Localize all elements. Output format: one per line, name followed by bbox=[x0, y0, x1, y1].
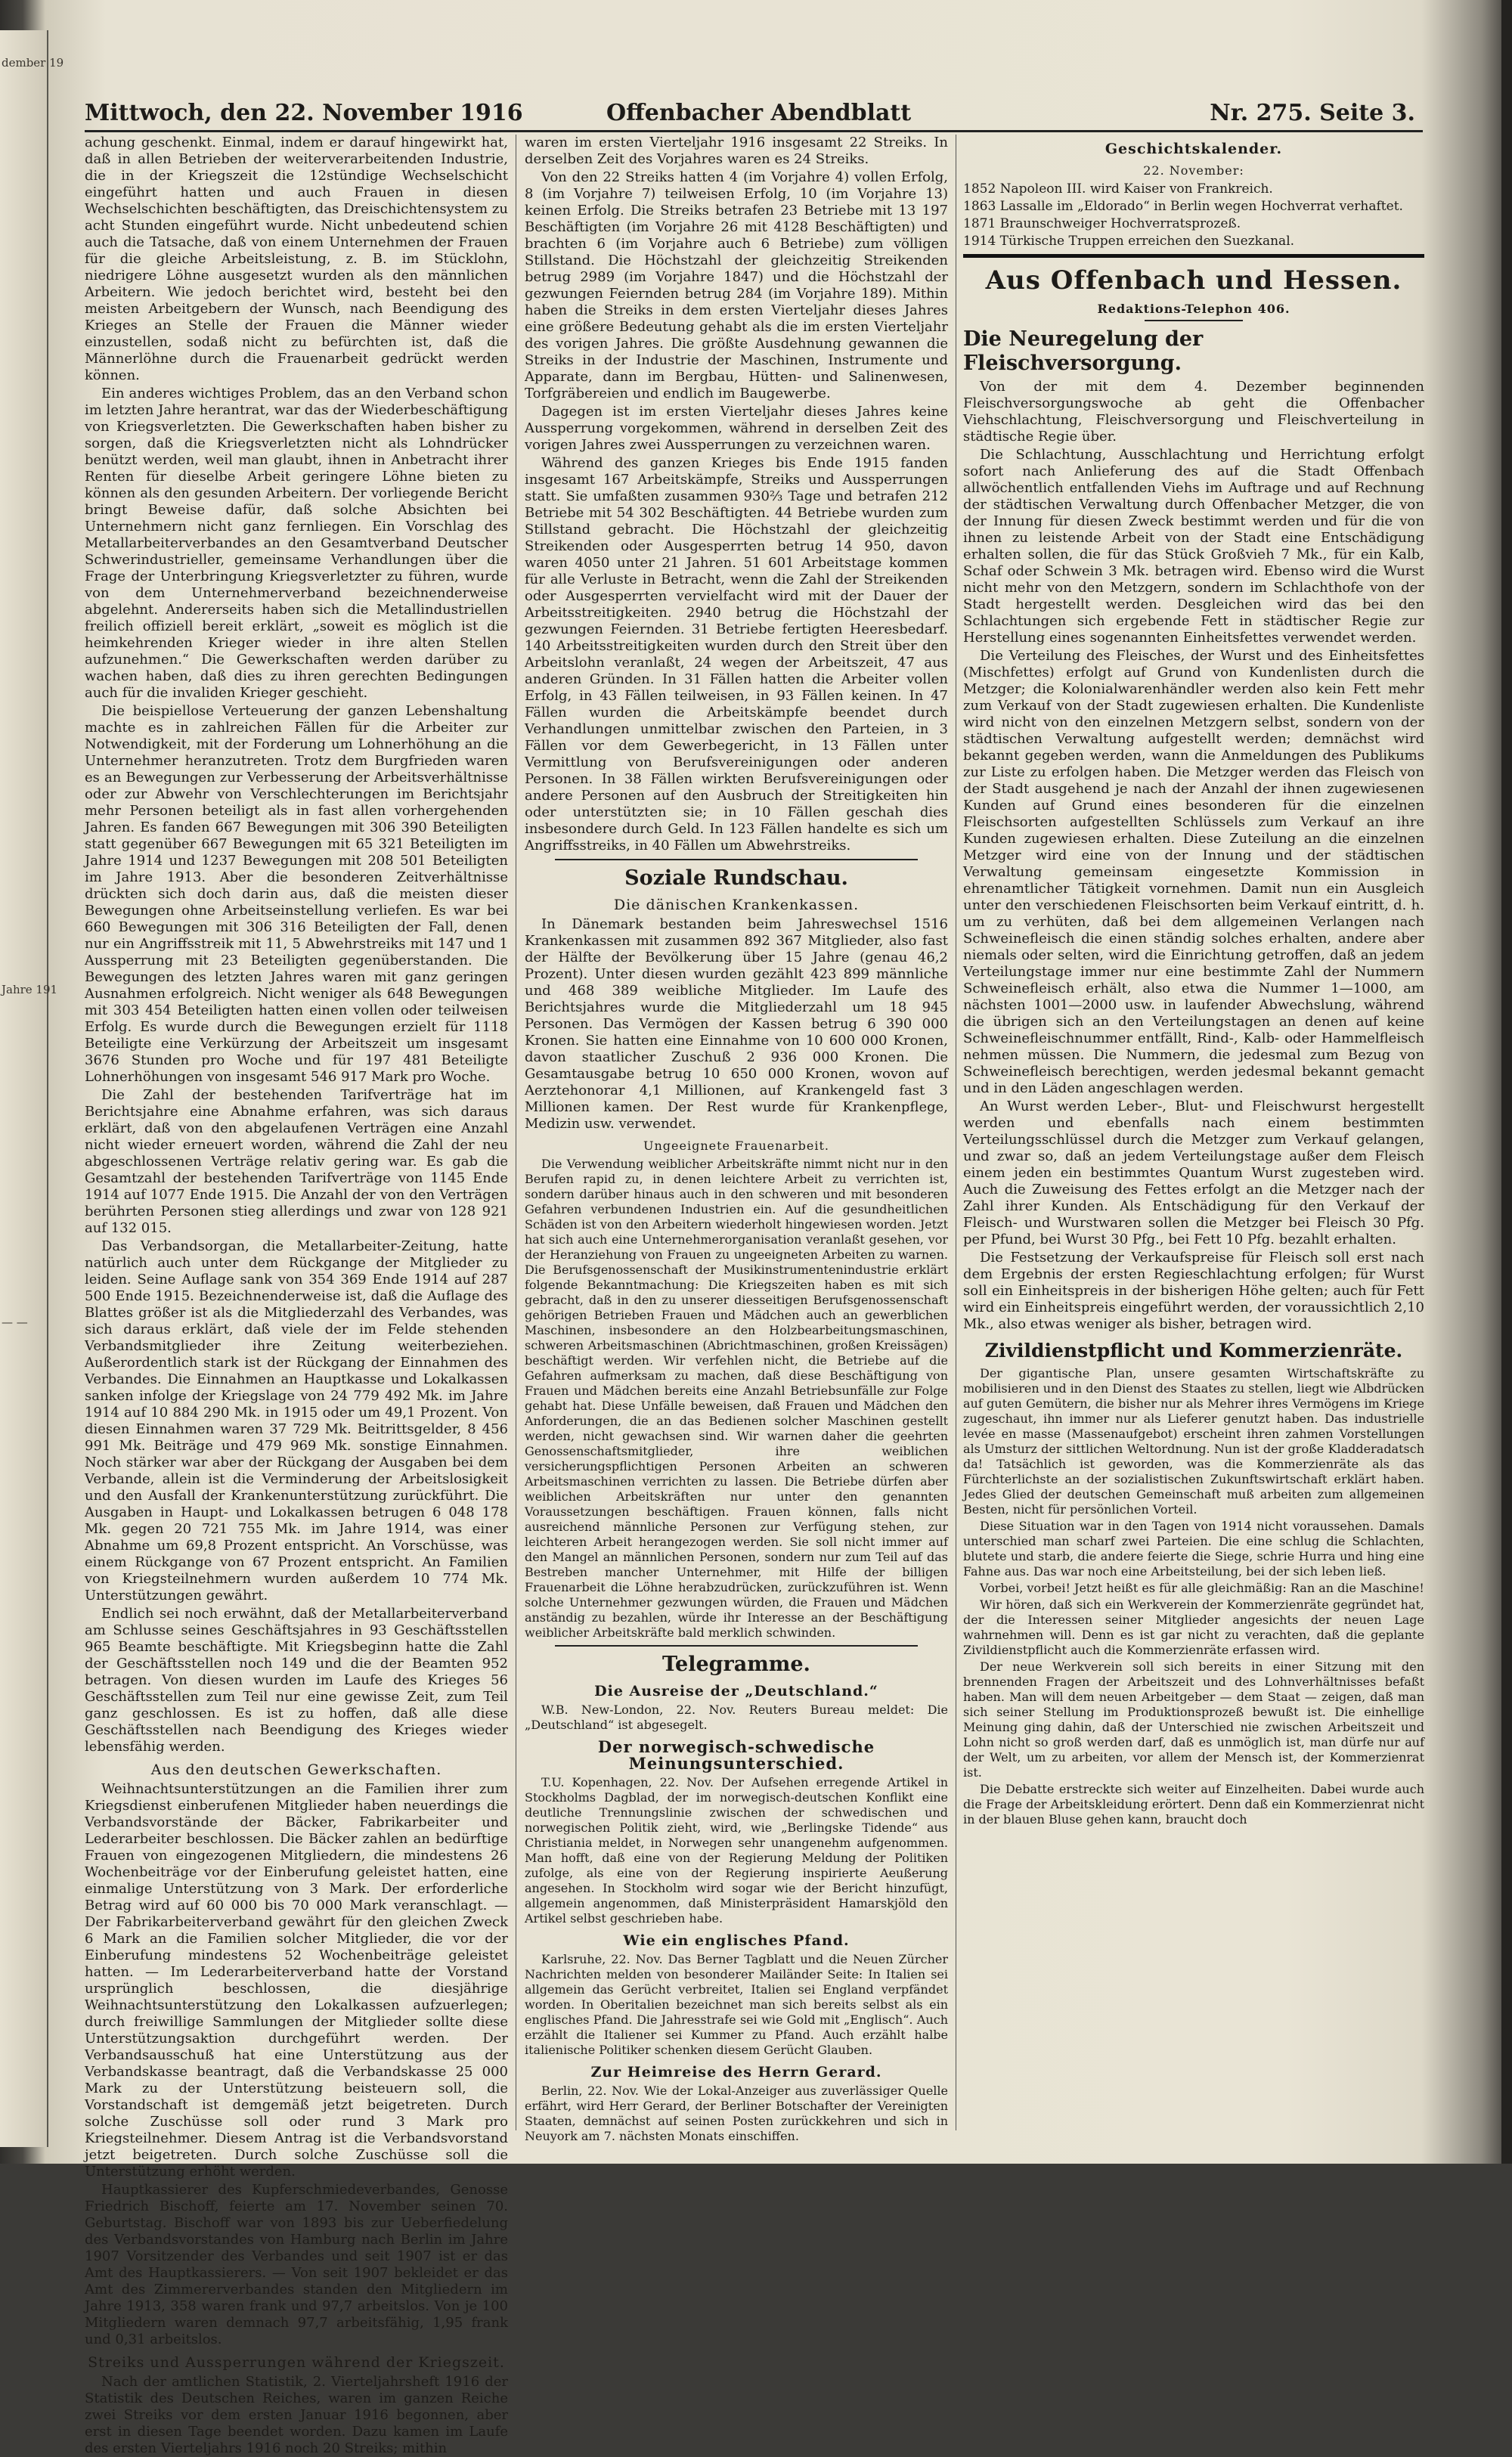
article-paragraph: achung geschenkt. Einmal, indem er darauf hingewirkt hat, daß in allen Betrieben der weiterverarbeitenden Industrie, die in der Kriegszeit die 12stündige Wechselschicht eingeführt hatten und auch Frauen in diesen Wechselschichten beschäftigten, das Dreischichtensystem zu acht Stunden eingeführt wurde. Nicht unbedeutend schien auch die Tatsache, daß von einem Unternehmen der Frauen für die gleiche Arbeitsleistung, z. B. im Stücklohn, niedrigere Löhne ausgesetzt wurden als den männlichen Arbeitern. Wie jedoch berichtet wird, besteht bei den meisten Arbeitgebern der Wunsch, nach Beendigung des Krieges an Stelle der Frauen die Männer wieder einzustellen, sodaß nicht zu befürchten ist, daß die Männerlöhne durch die Frauenarbeit gedrückt werden können. bbox=[85, 135, 508, 383]
issue-date: Mittwoch, den 22. November 1916 bbox=[85, 100, 523, 126]
issue-number-page: Nr. 275. Seite 3. bbox=[1210, 100, 1415, 126]
masthead bbox=[85, 97, 1423, 132]
local-news-heading: Aus Offenbach und Hessen. bbox=[985, 265, 1402, 296]
column-1 bbox=[85, 135, 508, 2456]
previous-page-text: — — bbox=[2, 1315, 28, 1329]
article-paragraph: Ein anderes wichtiges Problem, das an den Verband schon im letzten Jahre herantrat, war das der Wiederbeschäftigung von Kriegsverletzten. Die Gewerkschaften haben bisher zu sorgen, daß die Kriegsverletzten nicht als Lohndrücker benützt werden, weil man glaubt, ihnen in Anbetracht ihrer Renten für dieselbe Arbeit geringere Löhne bieten zu können als den gesunden Arbeitern. Der vorliegende Bericht bringt Beweise dafür, daß solche Absichten bei Unternehmern nicht ganz fernliegen. Ein Vorschlag des Metallarbeiterverbandes an den Gesamtverband Deutscher Schwerindustrieller, gemeinsame Verhandlungen über die Frage der Unterbringung Kriegsverletzter zu führen, wurde von dem Unternehmerverband bezeichnenderweise abgelehnt. Andererseits haben sich die Metallindustriellen freilich offiziell bereit erklärt, „soweit es möglich ist die heimkehrenden Krieger wieder in ihre alten Stellen aufzunehmen.“ Die Gewerkschaften werden darüber zu wachen haben, daß dies zu ihren gerechten Bedingungen auch für die invaliden Krieger geschieht. bbox=[85, 386, 508, 701]
section-subheading: Ungeeignete Frauenarbeit. bbox=[643, 1139, 829, 1153]
calendar-entry: 1871 Braunschweiger Hochverratsprozeß. bbox=[963, 216, 1241, 231]
article-paragraph: Die beispiellose Verteuerung der ganzen Lebenshaltung machte es in zahlreichen Fällen für die Arbeiter zur Notwendigkeit, mit der Forderung um Lohnerhöhung an die Unternehmer heranzutreten. Trotz dem Burgfrieden waren es an Bewegungen zur Verbesserung der Arbeitsverhältnisse oder zur Abwehr von Verschlechterungen im Berichtsjahr mehr Personen beteiligt als in fast allen vorhergehenden Jahren. Es fanden 667 Bewegungen mit 306 390 Beteiligten statt gegenüber 667 Bewegungen mit 65 321 Beteiligten im Jahre 1914 und 1237 Bewegungen mit 208 501 Beteiligten im Jahre 1913. Aber die besonderen Zeitverhältnisse drückten sich doch darin aus, daß die meisten dieser Bewegungen ohne Arbeitseinstellung verliefen. Es war bei 660 Bewegungen mit 306 316 Beteiligten der Fall, denen nur ein Angriffsstreik mit 11, 5 Abwehrstreiks mit 147 und 1 Aussperrung mit 23 Beteiligten gegenüberstanden. Die Bewegungen des letzten Jahres waren mit ganz geringen Ausnahmen erfolgreich. Nicht weniger als 648 Bewegungen mit 303 454 Beteiligten hatten einen vollen oder teilweisen Erfolg. Es wurde durch die Bewegungen erzielt für 1118 Beteiligte eine Verkürzung der Arbeitszeit um insgesamt 3676 Stunden pro Woche und für 197 481 Beteiligte Lohnerhöhungen von insgesamt 546 917 Mark pro Woche. bbox=[85, 703, 508, 1085]
section-divider bbox=[555, 1645, 918, 1647]
section-heading: Telegramme. bbox=[662, 1653, 810, 1676]
article-paragraph: Von den 22 Streiks hatten 4 (im Vorjahre 4) vollen Erfolg, 8 (im Vorjahre 7) teilweisen Erfolg, 10 (im Vorjahre 13) keinen Erfolg. Die Streiks betrafen 23 Betriebe mit 13 197 Beschäftigten (im Vorjahre 26 mit 4128 Beschäftigten) und brachten 6 (im Vorjahre auch 6 Betriebe) zum völligen Stillstand. Die Höchstzahl der gleichzeitig Streikenden betrug 2989 (im Vorjahre 1847) und die Höchstzahl der gezwungen Feiernden betrug 284 (im Vorjahre 189). Mithin haben die Streiks in dem ersten Vierteljahr dieses Jahres eine größere Bedeutung gehabt als die im ersten Vierteljahr des vorigen Jahres. Die größte Ausdehnung gewannen die Streiks in der Industrie der Maschinen, Instrumente und Apparate, dann im Bergbau, Hütten- und Salinenwesen, Torfgräbereien und endlich im Baugewerbe. bbox=[525, 169, 948, 401]
article-heading: Die Neuregelung der Fleischversorgung. bbox=[963, 327, 1204, 375]
telegram-text: Karlsruhe, 22. Nov. Das Berner Tagblatt und die Neuen Zürcher Nachrichten melden von besonderer Mailänder Seite: In Italien sei allgemein das Gerücht verbreitet, Italien sei England verpfändet worden. In Oberitalien bezeichnet man sich bereits selbst als ein englisches Pfand. Die Jahresstrafe sei wie Gold mit „Englisch“. Auch erzählt die Italiener sei Kummer zu Pfand. Auch erzählt halbe italienische Politiker schenken diesem Gerücht Glauben. bbox=[525, 1952, 948, 2057]
article-paragraph: In Dänemark bestanden beim Jahreswechsel 1516 Krankenkassen mit zusammen 892 367 Mitglieder, also fast der Hälfte der Bevölkerung über 15 Jahre (genau 46,2 Prozent). Unter diesen wurden gezählt 423 899 männliche und 468 389 weibliche Mitglieder. Im Laufe des Berichtsjahres wurde die Mitgliederzahl um 18 945 Personen. Das Vermögen der Kassen betrug 6 390 000 Kronen. Sie hatten eine Einnahme von 10 600 000 Kronen, davon staatlicher Zuschuß 2 936 000 Kronen. Die Gesamtausgabe betrug 10 650 000 Kronen, wovon auf Aerztehonorar 4,1 Millionen, auf Krankengeld fast 3 Millionen kamen. Der Rest wurde für Krankenpflege, Medizin usw. verwendet. bbox=[525, 916, 948, 1132]
article-paragraph: Die Verteilung des Fleisches, der Wurst und des Einheitsfettes (Mischfettes) erfolgt auf Grund von Kundenlisten durch die Metzger; die Kolonialwarenhändler werden also kein Fett mehr zum Verkauf von der Stadt zugewiesen erhalten. Die Kundenliste wird nicht von den einzelnen Metzgern selbst, sondern von der städtischen Verwaltung aufgestellt werden; demnächst wird bekannt gegeben werden, wann die Anmeldungen des Publikums zur Liste zu erfolgen haben. Die Metzger werden das Fleisch von der Stadt ausgehend je nach der Anzahl der ihnen zugewiesenen Kunden auf Grund eines besonderen für die einzelnen Fleischsorten aufgestellten Schlüssels zum Verkauf an ihre Kunden zugewiesen erhalten. Diese Zuteilung an die einzelnen Metzger wird eine von der Innung und der städtischen Verwaltung gemeinsam eingesetzte Kommission in ehrenamtlicher Tätigkeit vornehmen. Damit nun ein Ausgleich unter den verschiedenen Fleischsorten beim Verkauf eintritt, d. h. um zu verhüten, daß bei dem allgemeinen Verlangen nach Schweinefleisch die einen ständig solches erhalten, andere aber niemals oder selten, wird die Einrichtung getroffen, daß an jedem Verteilungstage immer nur eine bestimmte Zahl der Nummern Schweinefleisch erhält, also etwa die Nummer 1—1000, am nächsten 1001—2000 usw. in laufender Abwechslung, während die übrigen sich an den Verteilungstagen an denen auf keine Schweinefleischnummer entfällt, Rind-, Kalb- oder Hammelfleisch nehmen müssen. Die Nummern, die jedesmal zum Bezug von Schweinefleisch berechtigen, werden jedesmal bekannt gemacht und in den Läden angeschlagen werden. bbox=[963, 648, 1424, 1096]
section-subheading: Streiks und Aussperrungen während der Kriegszeit. bbox=[88, 2354, 505, 2371]
article-paragraph: Während des ganzen Krieges bis Ende 1915 fanden insgesamt 167 Arbeitskämpfe, Streiks und Aussperrungen statt. Sie umfaßten zusammen 930⅔ Tage und betrafen 212 Betriebe mit 54 302 Beschäftigten. 44 Betriebe wurden zum Stillstand gebracht. Die Höchstzahl der gleichzeitig Streikenden oder Ausgesperrten betrug 14 950, davon waren 4050 unter 21 Jahren. 51 601 Arbeitstage kommen für alle Verluste in Betracht, wenn die Zahl der Streikenden oder Ausgesperrten vervielfacht wird mit der Dauer der Arbeitsstreitigkeiten. 2940 betrug die Höchstzahl der gezwungen Feiernden. 31 Betriebe fertigten Heeresbedarf. 140 Arbeitsstreitigkeiten wurden durch den Streit über den Arbeitslohn veranlaßt, 24 wegen der Arbeitszeit, 47 aus anderen Gründen. In 31 Fällen hatten die Arbeiter vollen Erfolg, in 43 Fällen teilweisen, in 93 Fällen keinen. In 47 Fällen wurden die Arbeitskämpfe beendet durch Verhandlungen unmittelbar zwischen den Parteien, in 3 Fällen vor dem Gewerbegericht, in 13 Fällen unter Vermittlung von Berufsvereinigungen oder anderen Personen. In 38 Fällen wirkten Berufsvereinigungen oder andere Personen auf den Ausbruch der Streitigkeiten hin oder unterstützten sie; in 10 Fällen geschah dies insbesondere durch Geld. In 123 Fällen handelte es sich um Angriffsstreiks, in 40 Fällen um Abwehrstreiks. bbox=[525, 455, 948, 854]
article-paragraph: Nach der amtlichen Statistik, 2. Vierteljahrsheft 1916 der Statistik des Deutschen Reiches, waren im ganzen Reiche zwei Streiks vor dem ersten Januar 1916 begonnen, aber erst in diesen Tage beendet worden. Dazu kamen im Laufe des ersten Vierteljahrs 1916 noch 20 Streiks; mithin bbox=[85, 2374, 508, 2456]
calendar-entry: 1863 Lassalle im „Eldorado“ in Berlin wegen Hochverrat verhaftet. bbox=[963, 199, 1403, 214]
telegram-heading: Wie ein englisches Pfand. bbox=[623, 1932, 850, 1949]
book-binding-edge bbox=[1501, 0, 1512, 2164]
article-paragraph: Diese Situation war in den Tagen von 1914 nicht voraussehen. Damals unterschied man scharf zwei Parteien. Die eine schlug die Schlachten, blutete und starb, die andere feierte die Siege, schrie Hurra und hing eine Fahne aus. Das war noch eine Arbeitsteilung, bei der sich leben ließ. bbox=[963, 1519, 1424, 1579]
article-paragraph: Dagegen ist im ersten Vierteljahr dieses Jahres keine Aussperrung vorgekommen, während in derselben Zeit des vorigen Jahres zwei Aussperrungen zu verzeichnen waren. bbox=[525, 404, 948, 453]
section-subheading: Aus den deutschen Gewerkschaften. bbox=[150, 1761, 442, 1778]
section-divider bbox=[963, 254, 1424, 258]
previous-page-text: dember 19 bbox=[2, 56, 64, 70]
article-paragraph: waren im ersten Vierteljahr 1916 insgesamt 22 Streiks. In derselben Zeit des Vorjahres waren es 24 Streiks. bbox=[525, 135, 948, 167]
section-heading: Soziale Rundschau. bbox=[624, 866, 848, 890]
article-paragraph: Die Debatte erstreckte sich weiter auf Einzelheiten. Dabei wurde auch die Frage der Arbeitskleidung erörtert. Denn daß ein Kommerzienrat nicht in der blauen Bluse gehen kann, braucht doch bbox=[963, 1782, 1424, 1826]
telegram-heading: Zur Heimreise des Herrn Gerard. bbox=[590, 2064, 882, 2081]
previous-page-edge bbox=[0, 30, 64, 2147]
calendar-entry: 1852 Napoleon III. wird Kaiser von Frankreich. bbox=[963, 181, 1273, 197]
section-divider bbox=[555, 859, 918, 860]
article-paragraph: Wir hören, daß sich ein Werkverein der Kommerzienräte gegründet hat, der die Interessen seiner Mitglieder angesichts der neuen Lage wahrnehmen will. Denn es ist gar nicht zu verachten, daß die geplante Zivildienstpflicht auch die Kommerzienräte erfassen wird. bbox=[963, 1597, 1424, 1657]
column-2 bbox=[525, 135, 948, 2143]
article-heading: Zivildienstpflicht und Kommerzienräte. bbox=[984, 1340, 1403, 1362]
article-paragraph: Vorbei, vorbei! Jetzt heißt es für alle gleichmäßig: Ran an die Maschine! bbox=[980, 1581, 1424, 1595]
article-paragraph: Die Verwendung weiblicher Arbeitskräfte nimmt nicht nur in den Berufen rapid zu, in denen leichtere Arbeit zu verrichten ist, sondern darüber hinaus auch in den schweren und mit besonderen Gefahren verbundenen Industrien ein. Auf die gesundheitlichen Schäden ist von den Arbeitern wiederholt hingewiesen worden. Jetzt hat sich auch eine Unternehmerorganisation veranlaßt gesehen, vor der Heranziehung von Frauen zu ungeeigneten Arbeiten zu warnen. Die Berufsgenossenschaft der Musikinstrumentenindustrie erklärt folgende Bekanntmachung: Die Kriegszeiten haben es mit sich gebracht, daß in den zu unserer diesseitigen Berufsgenossenschaft gehörigen Betrieben Frauen und Mädchen auch an gewerblichen Maschinen, insbesondere an den Holzbearbeitungsmaschinen, schweren Arbeitsmaschinen (Abrichtmaschinen, großen Kreissägen) beschäftigt werden. Wir verfehlen nicht, die Betriebe auf die Gefahren aufmerksam zu machen, daß diese Beschäftigung von Frauen und Mädchen bereits eine Anzahl Betriebsunfälle zur Folge gehabt hat. Diese Unfälle beweisen, daß Frauen und Mädchen den Anforderungen, die an das Bedienen solcher Maschinen gestellt werden, nicht gewachsen sind. Wir warnen daher die geehrten Genossenschaftsmitglieder, ihre weiblichen versicherungspflichtigen Personen Arbeiten an schweren Arbeitsmaschinen verrichten zu lassen. Die Betriebe dürfen aber weiblichen Arbeitskräften nur unter den genannten Voraussetzungen beschäftigen. Frauen können, falls nicht ausreichend männliche Personen zur Verfügung stehen, zur leichteren Arbeit herangezogen werden. Sie soll nicht immer auf den Mangel an männlichen Personen, sondern nur zum Teil auf das Bestreben mancher Unternehmer, mit Hilfe der billigen Frauenarbeit die Löhne herabzudrücken, zurückzuführen ist. Wenn solche Unternehmer gezwungen würden, die Frauen und Mädchen anständig zu bezahlen, würde ihr Interesse an der Beschäftigung weiblicher Arbeitskräfte bald merklich schwinden. bbox=[525, 1157, 948, 1640]
telegram-heading: Der norwegisch-schwedische Meinungsunterschied. bbox=[597, 1737, 875, 1773]
newspaper-page bbox=[62, 0, 1498, 2456]
article-paragraph: Der gigantische Plan, unsere gesamten Wirtschaftskräfte zu mobilisieren und in den Dienst des Staates zu stellen, liegt wie Albdrücken auf guten Gemütern, die bisher nur als Mehrer ihres Vermögens im Kriege zugeschaut, ihn immer nur als Lieferer genutzt haben. Das industrielle levée en masse (Massenaufgebot) erscheint ihren zahmen Vorstellungen als Umsturz der sittlichen Weltordnung. Nun ist der große Kladderadatsch da! Tatsächlich ist geworden, was die Kommerzienräte als das Fürchterlichste an der sozialistischen Zukunftswirtschaft erklärt haben. Jedes Glied der deutschen Gemeinschaft muß arbeiten zum allgemeinen Besten, nicht für persönlichen Vorteil. bbox=[963, 1366, 1424, 1517]
section-divider bbox=[1145, 320, 1243, 321]
calendar-entry: 1914 Türkische Truppen erreichen den Suezkanal. bbox=[963, 234, 1295, 249]
article-paragraph: Endlich sei noch erwähnt, daß der Metallarbeiterverband am Schlusse seines Geschäftsjahres in 93 Geschäftsstellen 965 Beamte beschäftigte. Mit Kriegsbeginn hatte die Zahl der Geschäftsstellen noch 149 und die der Beamten 952 betragen. Von diesen wurden im Laufe des Krieges 56 Geschäftsstellen zum Teil nur eine gewisse Zeit, zum Teil ganz geschlossen. Es ist zu hoffen, daß alle diese Geschäftsstellen nach Beendigung des Krieges wieder lebensfähig werden. bbox=[85, 1606, 508, 1755]
article-paragraph: An Wurst werden Leber-, Blut- und Fleischwurst hergestellt werden und ebenfalls nach einem bestimmten Verteilungsschlüssel durch die Metzger zum Verkauf gelangen, und zwar so, daß an jedem Verteilungstage außer dem Fleisch einem jeden ein bestimmtes Quantum Wurst zugesteben wird. Auch die Zuweisung des Fettes erfolgt an die Metzger nach der Zahl ihrer Kunden. Als Entschädigung für den Verkauf der Fleisch- und Wurstwaren sollen die Metzger bei Fleisch 30 Pfg. per Pfund, bei Wurst 30 Pfg., bei Fett 10 Pfg. bezahlt erhalten. bbox=[963, 1098, 1424, 1247]
editorial-phone: Redaktions-Telephon 406. bbox=[1097, 302, 1290, 316]
history-calendar bbox=[963, 141, 1424, 249]
section-subheading: Die dänischen Krankenkassen. bbox=[613, 897, 860, 913]
calendar-date: 22. November: bbox=[1143, 163, 1244, 178]
article-paragraph: Weihnachtsunterstützungen an die Familien ihrer zum Kriegsdienst einberufenen Mitglieder haben neuerdings die Verbandsvorstände der Bäcker, Fabrikarbeiter und Lederarbeiter beschlossen. Die Bäcker zahlen an bedürftige Frauen von eingezogenen Mitgliedern, die mindestens 26 Wochenbeiträge vor der Einberufung geleistet hatten, eine einmalige Unterstützung von 3 Mark. Der erforderliche Betrag wird auf 60 000 bis 70 000 Mark veranschlagt. — Der Fabrikarbeiterverband gewährt für den gleichen Zweck 6 Mark an die Familien solcher Mitglieder, die vor der Einberufung mindestens 52 Wochenbeiträge geleistet hatten. — Im Lederarbeiterverband hatte der Vorstand ursprünglich beschlossen, die diesjährige Weihnachtsunterstützung den Lokalkassen aufzuerlegen; durch freiwillige Sammlungen der Mitglieder sollte diese Unterstützungsaktion durchgeführt werden. Der Verbandsausschuß hat eine Unterstützung aus der Verbandskasse beantragt, daß die Verbandskasse 25 000 Mark zu der Unterstützung beisteuern soll, die Vorstandschaft ist demgemäß jetzt beigetreten. Durch solche Zuschüsse soll oder rund 3 Mark pro Kriegsteilnehmer. Diesem Antrag ist die Verbandsvorstand jetzt beigetreten. Durch solche Zuschüsse soll die Unterstützung erhöht werden. bbox=[85, 1781, 508, 2180]
telegram-text: T.U. Kopenhagen, 22. Nov. Der Aufsehen erregende Artikel in Stockholms Dagblad, der im norwegisch-deutschen Konflikt eine deutliche Trennungslinie zwischen der schwedischen und norwegischen Politik zieht, wird, wie „Berlingske Tidende“ aus Christiania meldet, in Norwegen sehr unangenehm aufgenommen. Man hofft, daß eine von der Regierung Meldung der Politiken zufolge, als eine von der Regierung inspirierte Aeußerung angesehen. In Stockholm wird sogar wie der Bericht hinzufügt, allgemein angenommen, daß Ministerpräsident Hamarskjöld den Artikel selbst geschrieben habe. bbox=[525, 1775, 948, 1926]
telegram-heading: Die Ausreise der „Deutschland.“ bbox=[594, 1683, 878, 1699]
article-paragraph: Die Zahl der bestehenden Tarifverträge hat im Berichtsjahre eine Abnahme erfahren, was sich daraus erklärt, daß von den abgelaufenen Verträgen eine Anzahl nicht wieder erneuert worden, während die Zahl der neu abgeschlossenen Verträge relativ gering war. Es gab die Gesamtzahl der bestehenden Tarifverträge von 1145 Ende 1914 auf 1077 Ende 1915. Die Anzahl der von den Verträgen berührten Personen stieg allerdings und zwar von 128 921 auf 132 015. bbox=[85, 1087, 508, 1236]
article-paragraph: Das Verbandsorgan, die Metallarbeiter-Zeitung, hatte natürlich auch unter dem Rückgange der Mitglieder zu leiden. Seine Auflage sank von 354 369 Ende 1914 auf 287 500 Ende 1915. Bezeichnenderweise ist, daß die Auflage des Blattes größer ist als die Mitgliederzahl des Verbandes, was sich daraus erklärt, daß viele der im Felde stehenden Verbandsmitglieder ihre Zeitung weiterbeziehen. Außerordentlich stark ist der Rückgang der Einnahmen des Verbandes. Die Einnahmen an Hauptkasse und Lokalkassen sanken infolge der Kriegslage von 24 779 492 Mk. im Jahre 1914 auf 10 884 290 Mk. in 1915 oder um 49,1 Prozent. Von diesen Einnahmen waren 37 729 Mk. Beitrittsgelder, 8 456 991 Mk. Beiträge und 479 969 Mk. sonstige Einnahmen. Noch stärker war aber der Rückgang der Ausgaben bei dem Verbande, allein ist die Verminderung der Arbeitslosigkeit und den Ausfall der Krankenunterstützung zurückführt. Die Ausgaben in Haupt- und Lokalkassen betrugen 6 048 178 Mk. gegen 20 721 755 Mk. im Jahre 1914, was einer Abnahme um 69,8 Prozent entspricht. An Vorschüsse, was einem Rückgange von 67 Prozent entspricht. An Familien von Kriegsteilnehmern wurden außerdem 10 774 Mk. Unterstützungen gewährt. bbox=[85, 1238, 508, 1603]
telegram-text: W.B. New-London, 22. Nov. Reuters Bureau meldet: Die „Deutschland“ ist abgesegelt. bbox=[525, 1703, 948, 1732]
column-3 bbox=[963, 135, 1424, 2130]
article-paragraph: Die Festsetzung der Verkaufspreise für Fleisch soll erst nach dem Ergebnis der ersten Regieschlachtung erfolgen; für Wurst soll ein Einheitspreis in der bisherigen Höhe gelten; auch für Fett wird ein Einheitspreis eingeführt werden, der voraussichtlich 2,10 Mk., also etwas weniger als bisher, betragen wird. bbox=[963, 1250, 1424, 1332]
previous-page-text: Jahre 191 bbox=[2, 983, 58, 996]
article-paragraph: Hauptkassierer des Kupferschmiedeverbandes, Genosse Friedrich Bischoff, feierte am 17. November seinen 70. Geburtstag. Bischoff war von 1893 bis zur Ueberfiedelung des Verbandsvorstandes von Hamburg nach Berlin im Jahre 1907 Vorsitzender des Verbandes und seit 1907 ist er das Amt des Hauptkassierers. — Von seit 1907 bekleidet er das Amt des Zimmererverbandes standen den Mitgliedern im Jahre 1913, 358 waren frank und 97,7 arbeitslos. Von je 100 Mitgliedern waren demnach 97,7 arbeitsfähig, 1,95 frank und 0,31 arbeitslos. bbox=[85, 2182, 508, 2347]
newspaper-title: Offenbacher Abendblatt bbox=[606, 100, 912, 126]
article-paragraph: Die Schlachtung, Ausschlachtung und Herrichtung erfolgt sofort nach Anlieferung des auf die Stadt Offenbach allwöchentlich entfallenden Viehs im Auftrage und auf Rechnung der städtischen Verwaltung durch Offenbacher Metzger, die von der Innung für diesen Zweck bestimmt werden und für die von ihnen zu leistende Arbeit von der Stadt eine Entschädigung erhalten sollen, die für das Stück Großvieh 7 Mk., für ein Kalb, Schaf oder Schwein 3 Mk. betragen wird. Ebenso wird die Wurst nicht mehr von den Metzgern, sondern im Schlachthofe von der Stadt hergestellt werden. Desgleichen wird das bei den Schlachtungen sich ergebende Fett in städtischer Regie zur Herstellung eines sogenannten Einheitsfettes verwendet werden. bbox=[963, 447, 1424, 646]
article-paragraph: Der neue Werkverein soll sich bereits in einer Sitzung mit den brennenden Fragen der Arbeitszeit und des Lohnverhältnisses befaßt haben. Man will dem neuen Arbeitgeber — dem Staat — zeigen, daß man sich seiner Stellung im Produktionsprozeß bewußt ist. Die einhellige Meinung ging dahin, daß der Unterschied nie zwischen Arbeitszeit und Lohn nicht so groß werden darf, daß es unmöglich ist, man dürfe nur auf der Welt, um zu arbeiten, vor allem der Mensch ist, der Kommerzienrat ist. bbox=[963, 1659, 1424, 1780]
article-paragraph: Von der mit dem 4. Dezember beginnenden Fleischversorgungswoche ab geht die Offenbacher Viehschlachtung, Fleischversorgung und Fleischverteilung in städtische Regie über. bbox=[963, 379, 1424, 445]
telegram-text: Berlin, 22. Nov. Wie der Lokal-Anzeiger aus zuverlässiger Quelle erfährt, wird Herr Gerard, der Berliner Botschafter der Vereinigten Staaten, demnächst auf seinen Posten zurückkehren und sich in Neuyork am 7. nächsten Monats einschiffen. bbox=[525, 2084, 948, 2143]
calendar-heading: Geschichtskalender. bbox=[1105, 141, 1283, 157]
